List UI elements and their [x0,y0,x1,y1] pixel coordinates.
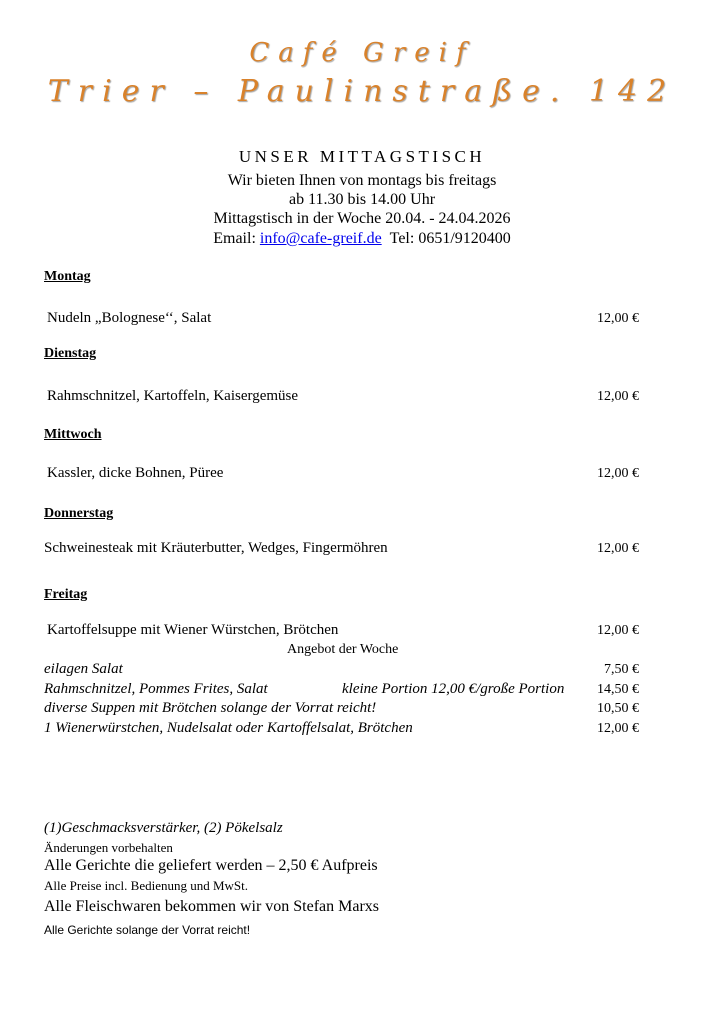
offer-heading: Angebot der Woche [287,642,399,657]
brand-address: Trier – Paulinstraße. 142 [47,74,677,109]
price-mittwoch: 12,00 € [597,466,639,481]
menu-week: Mittagstisch in der Woche 20.04. - 24.04.2026 [213,210,511,227]
offer-price-salad: 7,50 € [604,662,639,677]
meat-supplier-note: Alle Fleischwaren bekommen wir von Stefan Marxs [44,898,380,915]
dish-donnerstag: Schweinesteak mit Kräuterbutter, Wedges, Fingermöhren [44,540,388,556]
additives-note: (1)Geschmacksverstärker, (2) Pökelsalz [44,820,283,836]
offer-price-soups: 10,50 € [597,701,639,716]
day-heading-freitag: Freitag [44,587,88,602]
day-heading-mittwoch: Mittwoch [44,427,102,442]
menu-title: UNSER MITTAGSTISCH [238,147,486,166]
opening-days: Wir bieten Ihnen von montags bis freitags [227,172,497,189]
opening-hours: ab 11.30 bis 14.00 Uhr [288,191,436,208]
dish-freitag: Kartoffelsuppe mit Wiener Würstchen, Brötchen [47,622,339,638]
email-label: Email: [213,230,256,247]
changes-note: Änderungen vorbehalten [44,840,173,855]
day-heading-dienstag: Dienstag [44,346,97,361]
day-heading-montag: Montag [44,269,91,284]
offer-item-salad: eilagen Salat [44,661,123,677]
day-heading-donnerstag: Donnerstag [44,506,114,521]
phone-number: Tel: 0651/9120400 [389,230,511,247]
offer-price-sausage: 12,00 € [597,721,639,736]
offer-item-sausage: 1 Wienerwürstchen, Nudelsalat oder Kartoffelsalat, Brötchen [44,720,413,736]
offer-item-schnitzel-portions: kleine Portion 12,00 €/große Portion [342,681,565,697]
dish-mittwoch: Kassler, dicke Bohnen, Püree [47,465,224,481]
brand-name: Café Greif [249,38,475,68]
dish-montag: Nudeln „Bolognese‘‘, Salat [47,310,212,326]
offer-item-schnitzel: Rahmschnitzel, Pommes Frites, Salat [44,681,268,697]
price-donnerstag: 12,00 € [597,541,639,556]
email-link[interactable]: info@cafe-greif.de [259,230,382,247]
offer-item-soups: diverse Suppen mit Brötchen solange der Vorrat reicht! [44,700,377,716]
price-montag: 12,00 € [597,311,639,326]
price-dienstag: 12,00 € [597,389,639,404]
price-freitag: 12,00 € [597,623,639,638]
offer-price-schnitzel: 14,50 € [597,682,639,697]
prices-note: Alle Preise incl. Bedienung und MwSt. [44,878,249,893]
delivery-note: Alle Gerichte die geliefert werden – 2,50 € Aufpreis [44,857,378,874]
contact-line [0,229,724,249]
supply-note: Alle Gerichte solange der Vorrat reicht! [44,923,251,937]
dish-dienstag: Rahmschnitzel, Kartoffeln, Kaisergemüse [47,388,299,404]
